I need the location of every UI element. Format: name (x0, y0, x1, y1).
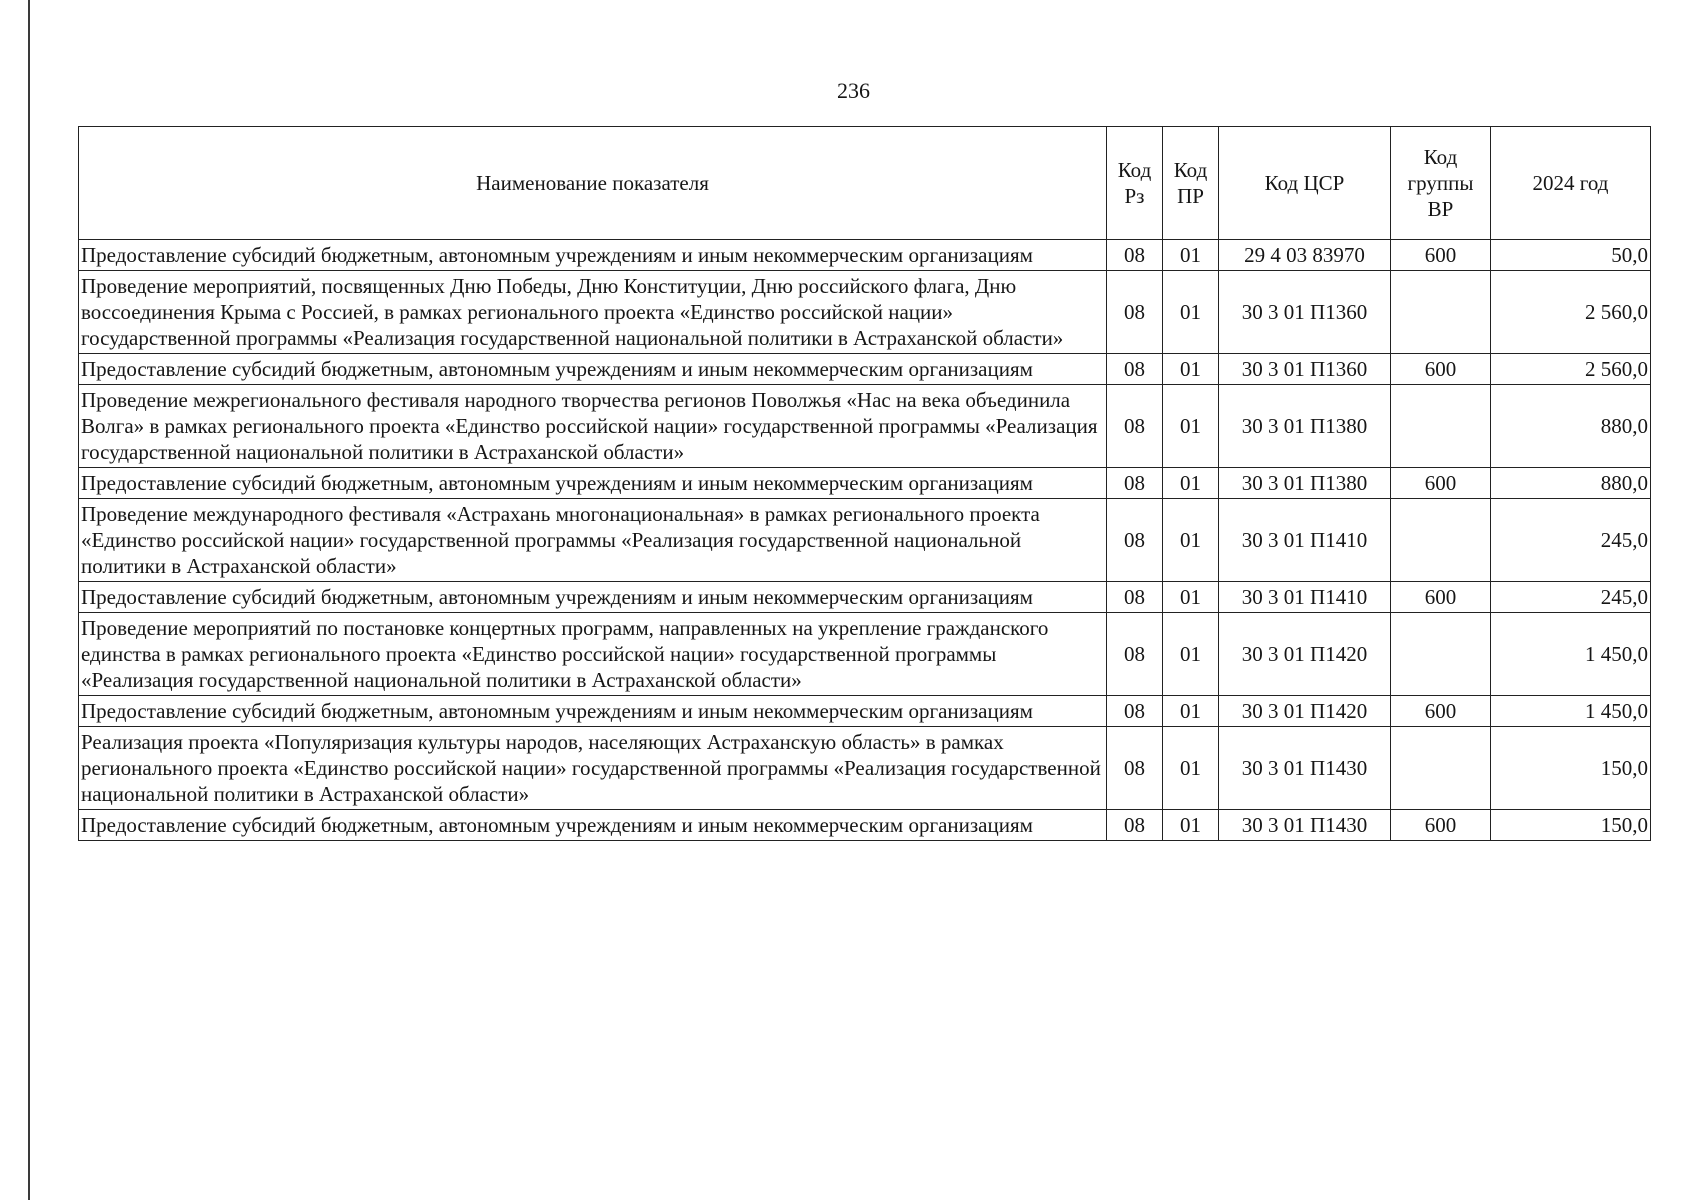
cell-value: 50,0 (1491, 240, 1651, 271)
cell-csr: 30 3 01 П1420 (1219, 696, 1391, 727)
cell-value: 2 560,0 (1491, 354, 1651, 385)
cell-csr: 30 3 01 П1380 (1219, 468, 1391, 499)
cell-rz: 08 (1107, 499, 1163, 582)
cell-vr: 600 (1391, 240, 1491, 271)
table-row (79, 727, 1651, 810)
header-year: 2024 год (1491, 127, 1651, 240)
header-vr: Код группы ВР (1391, 127, 1491, 240)
header-name: Наименование показателя (79, 127, 1107, 240)
cell-name: Предоставление субсидий бюджетным, автономным учреждениям и иным некоммерческим организациям (79, 468, 1107, 499)
cell-vr (1391, 727, 1491, 810)
cell-rz: 08 (1107, 354, 1163, 385)
cell-name: Проведение межрегионального фестиваля народного творчества регионов Поволжья «Нас на века объединила Волга» в рамках регионального проекта «Единство российской нации» государственной программы «Реализация государственной национальной политики в Астраханской области» (79, 385, 1107, 468)
cell-rz: 08 (1107, 613, 1163, 696)
budget-table-container (78, 126, 1650, 841)
binding-line (28, 0, 30, 1200)
cell-value: 150,0 (1491, 810, 1651, 841)
cell-value: 150,0 (1491, 727, 1651, 810)
cell-name: Проведение мероприятий, посвященных Дню Победы, Дню Конституции, Дню российского флага, Дню воссоединения Крыма с Россией, в рамках регионального проекта «Единство российской нации» государственной программы «Реализация государственной национальной политики в Астраханской области» (79, 271, 1107, 354)
cell-csr: 30 3 01 П1420 (1219, 613, 1391, 696)
cell-value: 2 560,0 (1491, 271, 1651, 354)
cell-pr: 01 (1163, 582, 1219, 613)
cell-value: 1 450,0 (1491, 696, 1651, 727)
table-row (79, 582, 1651, 613)
table-row (79, 354, 1651, 385)
budget-table (78, 126, 1651, 841)
cell-vr (1391, 271, 1491, 354)
cell-rz: 08 (1107, 240, 1163, 271)
header-pr: Код ПР (1163, 127, 1219, 240)
cell-rz: 08 (1107, 810, 1163, 841)
cell-rz: 08 (1107, 468, 1163, 499)
cell-pr: 01 (1163, 613, 1219, 696)
cell-pr: 01 (1163, 240, 1219, 271)
cell-rz: 08 (1107, 582, 1163, 613)
cell-vr: 600 (1391, 582, 1491, 613)
cell-name: Реализация проекта «Популяризация культуры народов, населяющих Астраханскую область» в рамках регионального проекта «Единство российской нации» государственной программы «Реализация государственной национальной политики в Астраханской области» (79, 727, 1107, 810)
table-row (79, 613, 1651, 696)
cell-pr: 01 (1163, 727, 1219, 810)
cell-name: Предоставление субсидий бюджетным, автономным учреждениям и иным некоммерческим организациям (79, 696, 1107, 727)
cell-value: 880,0 (1491, 385, 1651, 468)
header-rz: Код Рз (1107, 127, 1163, 240)
cell-vr: 600 (1391, 810, 1491, 841)
table-row (79, 499, 1651, 582)
cell-rz: 08 (1107, 271, 1163, 354)
cell-name: Предоставление субсидий бюджетным, автономным учреждениям и иным некоммерческим организациям (79, 582, 1107, 613)
cell-vr (1391, 499, 1491, 582)
cell-pr: 01 (1163, 271, 1219, 354)
cell-vr (1391, 613, 1491, 696)
cell-pr: 01 (1163, 810, 1219, 841)
cell-rz: 08 (1107, 385, 1163, 468)
cell-rz: 08 (1107, 727, 1163, 810)
page-number (0, 78, 1697, 104)
cell-value: 1 450,0 (1491, 613, 1651, 696)
cell-csr: 30 3 01 П1380 (1219, 385, 1391, 468)
cell-name: Предоставление субсидий бюджетным, автономным учреждениям и иным некоммерческим организациям (79, 240, 1107, 271)
cell-csr: 29 4 03 83970 (1219, 240, 1391, 271)
table-row (79, 810, 1651, 841)
table-row (79, 271, 1651, 354)
cell-name: Проведение международного фестиваля «Астрахань многонациональная» в рамках регионального проекта «Единство российской нации» государственной программы «Реализация государственной национальной политики в Астраханской области» (79, 499, 1107, 582)
cell-vr: 600 (1391, 354, 1491, 385)
table-row (79, 240, 1651, 271)
header-row (79, 127, 1651, 240)
table-row (79, 696, 1651, 727)
table-row (79, 385, 1651, 468)
cell-csr: 30 3 01 П1410 (1219, 582, 1391, 613)
cell-vr: 600 (1391, 468, 1491, 499)
cell-pr: 01 (1163, 696, 1219, 727)
cell-name: Предоставление субсидий бюджетным, автономным учреждениям и иным некоммерческим организациям (79, 810, 1107, 841)
cell-value: 880,0 (1491, 468, 1651, 499)
cell-value: 245,0 (1491, 499, 1651, 582)
cell-pr: 01 (1163, 468, 1219, 499)
cell-rz: 08 (1107, 696, 1163, 727)
cell-pr: 01 (1163, 354, 1219, 385)
cell-csr: 30 3 01 П1360 (1219, 354, 1391, 385)
cell-vr: 600 (1391, 696, 1491, 727)
cell-name: Проведение мероприятий по постановке концертных программ, направленных на укрепление гражданского единства в рамках регионального проекта «Единство российской нации» государственной программы «Реализация государственной национальной политики в Астраханской области» (79, 613, 1107, 696)
cell-pr: 01 (1163, 499, 1219, 582)
cell-pr: 01 (1163, 385, 1219, 468)
cell-name: Предоставление субсидий бюджетным, автономным учреждениям и иным некоммерческим организациям (79, 354, 1107, 385)
table-row (79, 468, 1651, 499)
table-body (79, 240, 1651, 841)
cell-csr: 30 3 01 П1410 (1219, 499, 1391, 582)
cell-csr: 30 3 01 П1360 (1219, 271, 1391, 354)
cell-vr (1391, 385, 1491, 468)
header-csr: Код ЦСР (1219, 127, 1391, 240)
cell-csr: 30 3 01 П1430 (1219, 810, 1391, 841)
page-number-text: 236 (837, 78, 870, 103)
table-header (79, 127, 1651, 240)
cell-value: 245,0 (1491, 582, 1651, 613)
cell-csr: 30 3 01 П1430 (1219, 727, 1391, 810)
